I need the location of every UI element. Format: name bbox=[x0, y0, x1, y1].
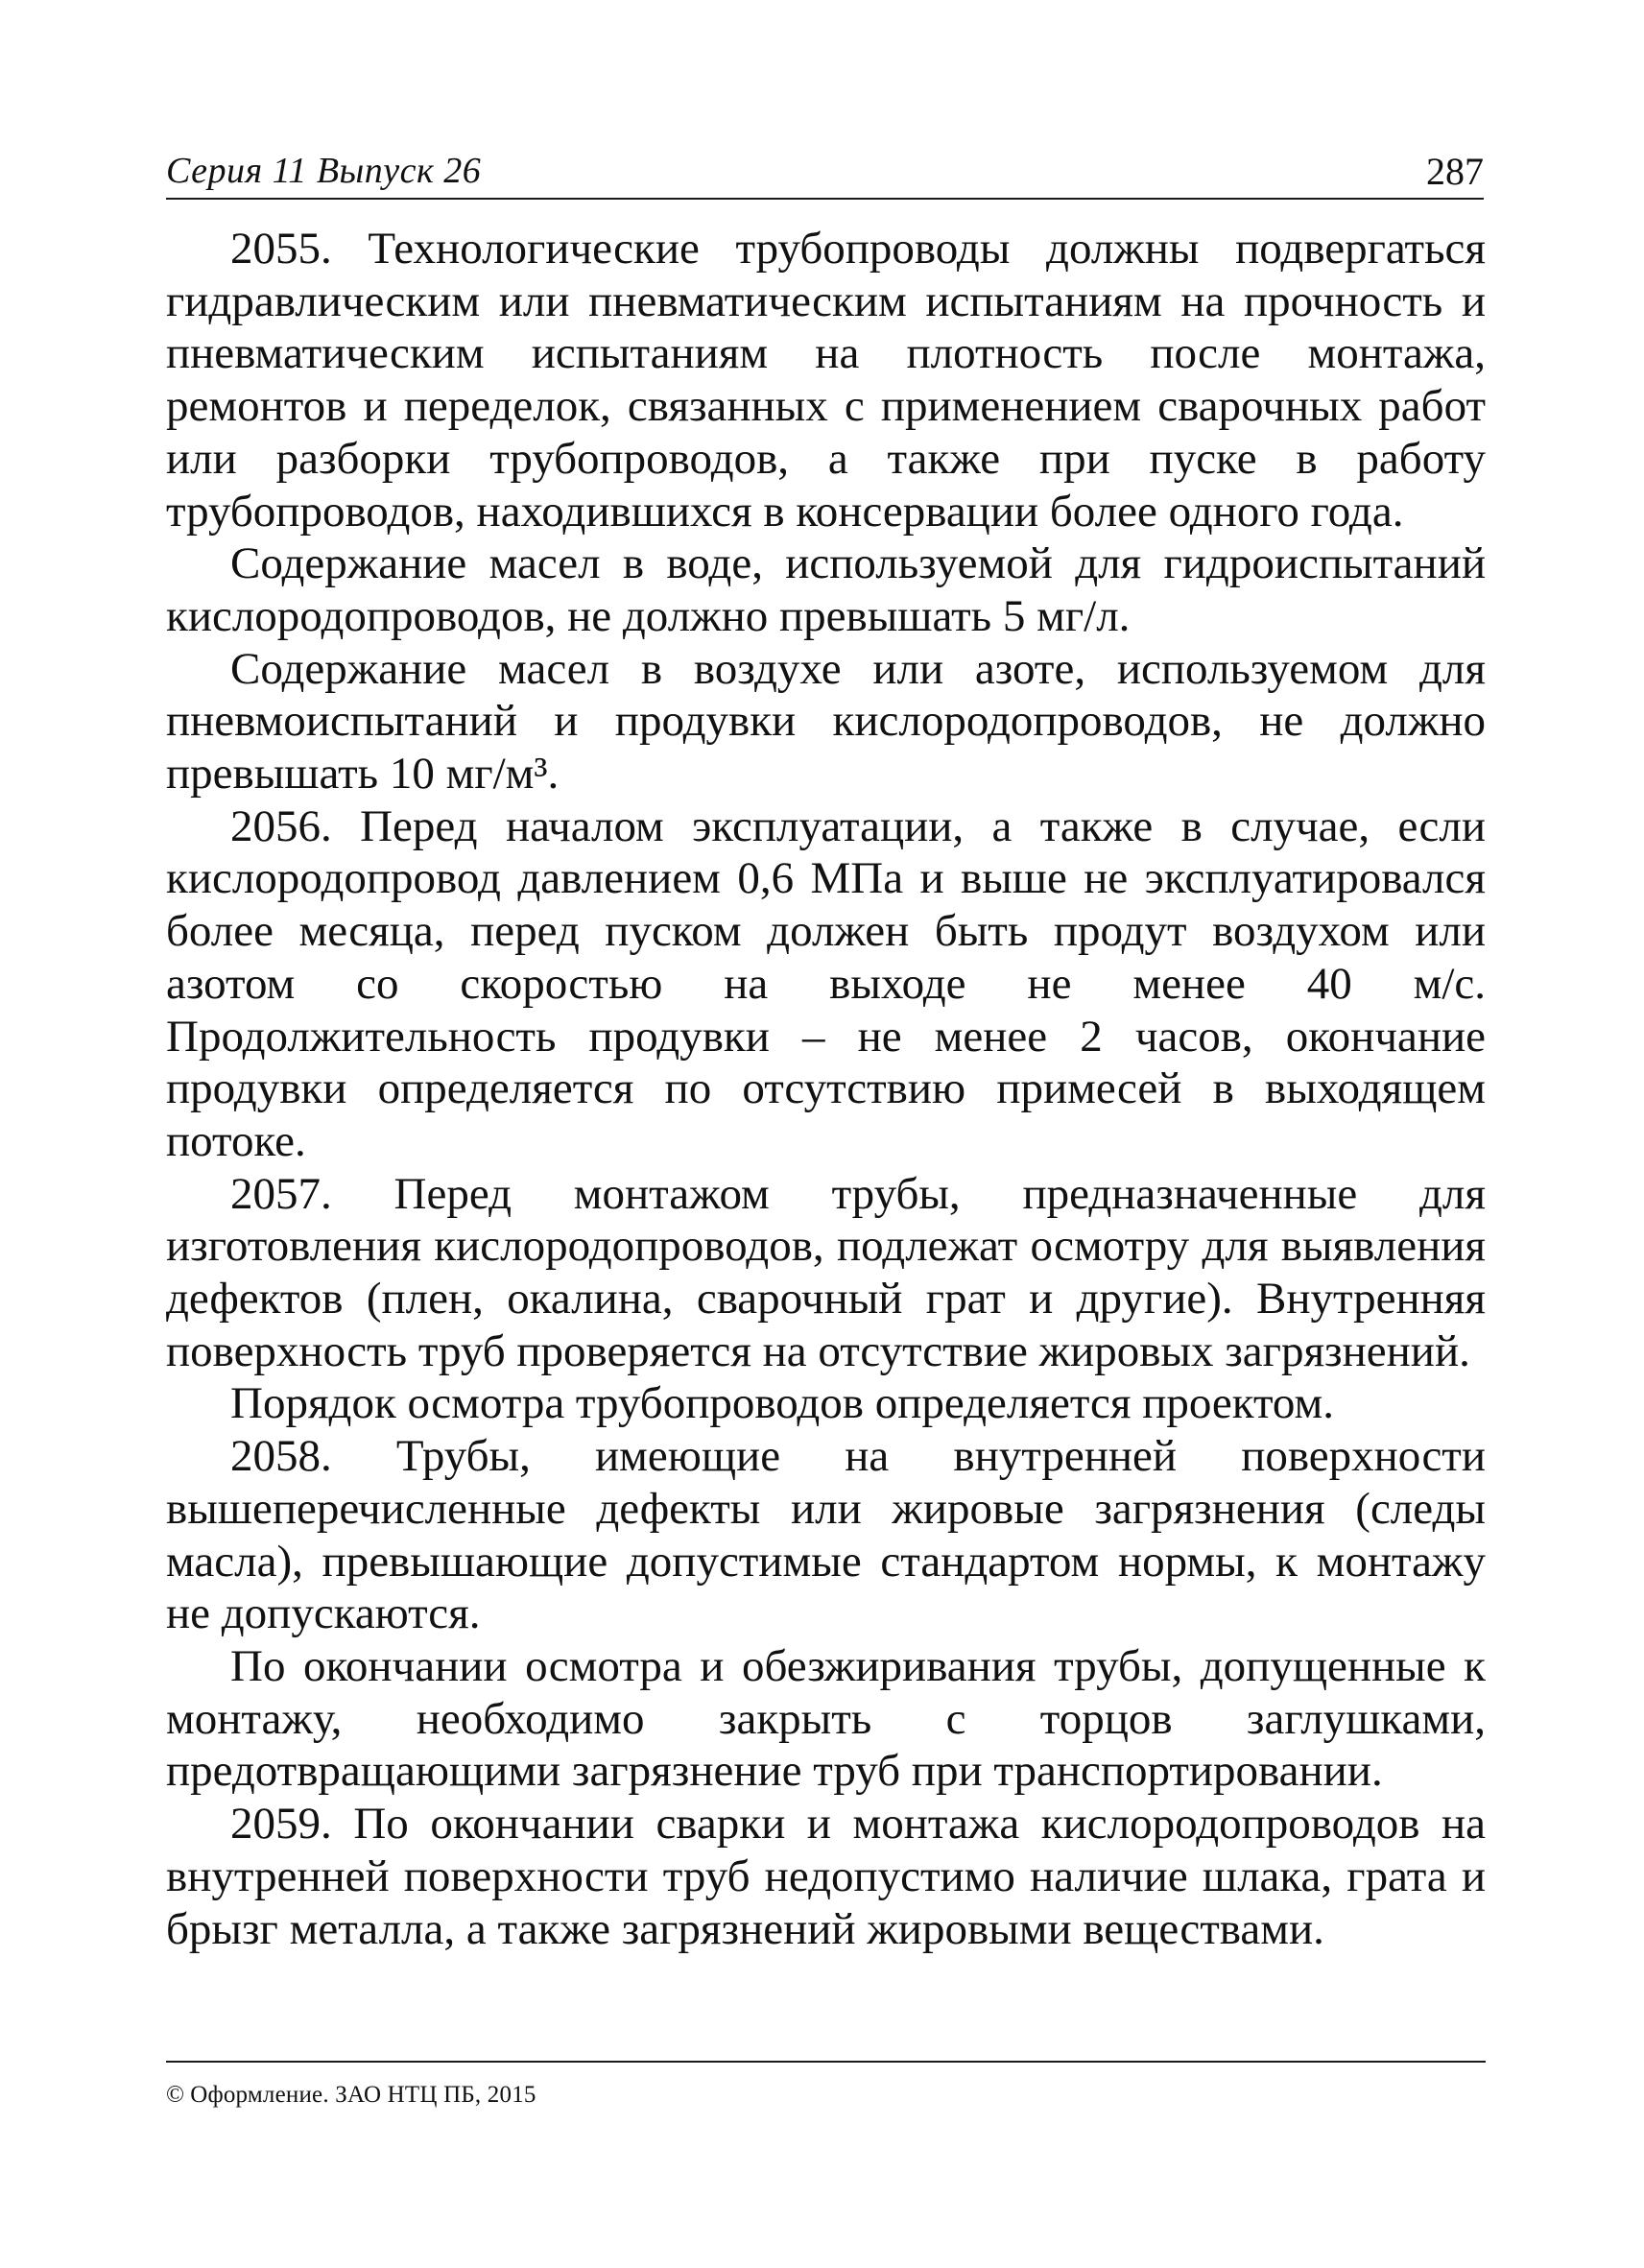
paragraph-inspection-order: Порядок осмотра трубопроводов определяется проектом. bbox=[230, 1378, 1335, 1429]
body-text bbox=[166, 223, 1486, 1955]
copyright-icon: © bbox=[166, 2082, 185, 2108]
paragraph-2057: 2057. Перед монтажом трубы, предназначенные для изготовления кислородопроводов, подлежат осмотру для выявления дефектов (плен, окалина, сварочный грат и другие). Внутренняя поверхность труб проверяется на отсутствие жировых загрязнений. bbox=[166, 1168, 1486, 1376]
page-number: 287 bbox=[1426, 150, 1484, 193]
series-issue-label: Серия 11 Выпуск 26 bbox=[166, 151, 482, 191]
running-header bbox=[166, 144, 1484, 200]
copyright-notice bbox=[166, 2082, 1486, 2109]
paragraph-2056: 2056. Перед началом эксплуатации, а также в случае, если кислородопровод давлением 0,6 МПа и выше не эксплуатировался более месяца, перед пуском должен быть продут воздухом или азотом со скоростью на выходе не менее 40 м/с. Продолжительность продувки – не менее 2 часов, окончание продувки определяется по отсутствию примесей в выходящем потоке. bbox=[166, 800, 1486, 1166]
paragraph-2058: 2058. Трубы, имеющие на внутренней поверхности вышеперечисленные дефекты или жировые загрязнения (следы масла), превышающие допустимые стандартом нормы, к монтажу не допускаются. bbox=[166, 1431, 1486, 1639]
page-footer bbox=[166, 2061, 1486, 2109]
paragraph-air-oil-content: Содержание масел в воздухе или азоте, используемом для пневмоиспытаний и продувки кислородопроводов, не должно превышать 10 мг/м³. bbox=[166, 643, 1486, 800]
paragraph-water-oil-content: Содержание масел в воде, используемой для гидроиспытаний кислородопроводов, не должно превышать 5 мг/л. bbox=[166, 538, 1486, 641]
paragraph-2055: 2055. Технологические трубопроводы должны подвергаться гидравлическим или пневматическим испытаниям на прочность и пневматическим испытаниям на плотность после монтажа, ремонтов и переделок, связанных с применением сварочных работ или разборки трубопроводов, а также при пуске в работу трубопроводов, находившихся в консервации более одного года. bbox=[166, 224, 1486, 537]
copyright-text: Оформление. ЗАО НТЦ ПБ, 2015 bbox=[190, 2082, 536, 2108]
paragraph-2059: 2059. По окончании сварки и монтажа кислородопроводов на внутренней поверхности труб недопустимо наличие шлака, грата и брызг металла, а также загрязнений жировыми веществами. bbox=[166, 1799, 1486, 1954]
paragraph-end-caps: По окончании осмотра и обезжиривания трубы, допущенные к монтажу, необходимо закрыть с торцов заглушками, предотвращающими загрязнение труб при транспортировании. bbox=[166, 1640, 1486, 1797]
